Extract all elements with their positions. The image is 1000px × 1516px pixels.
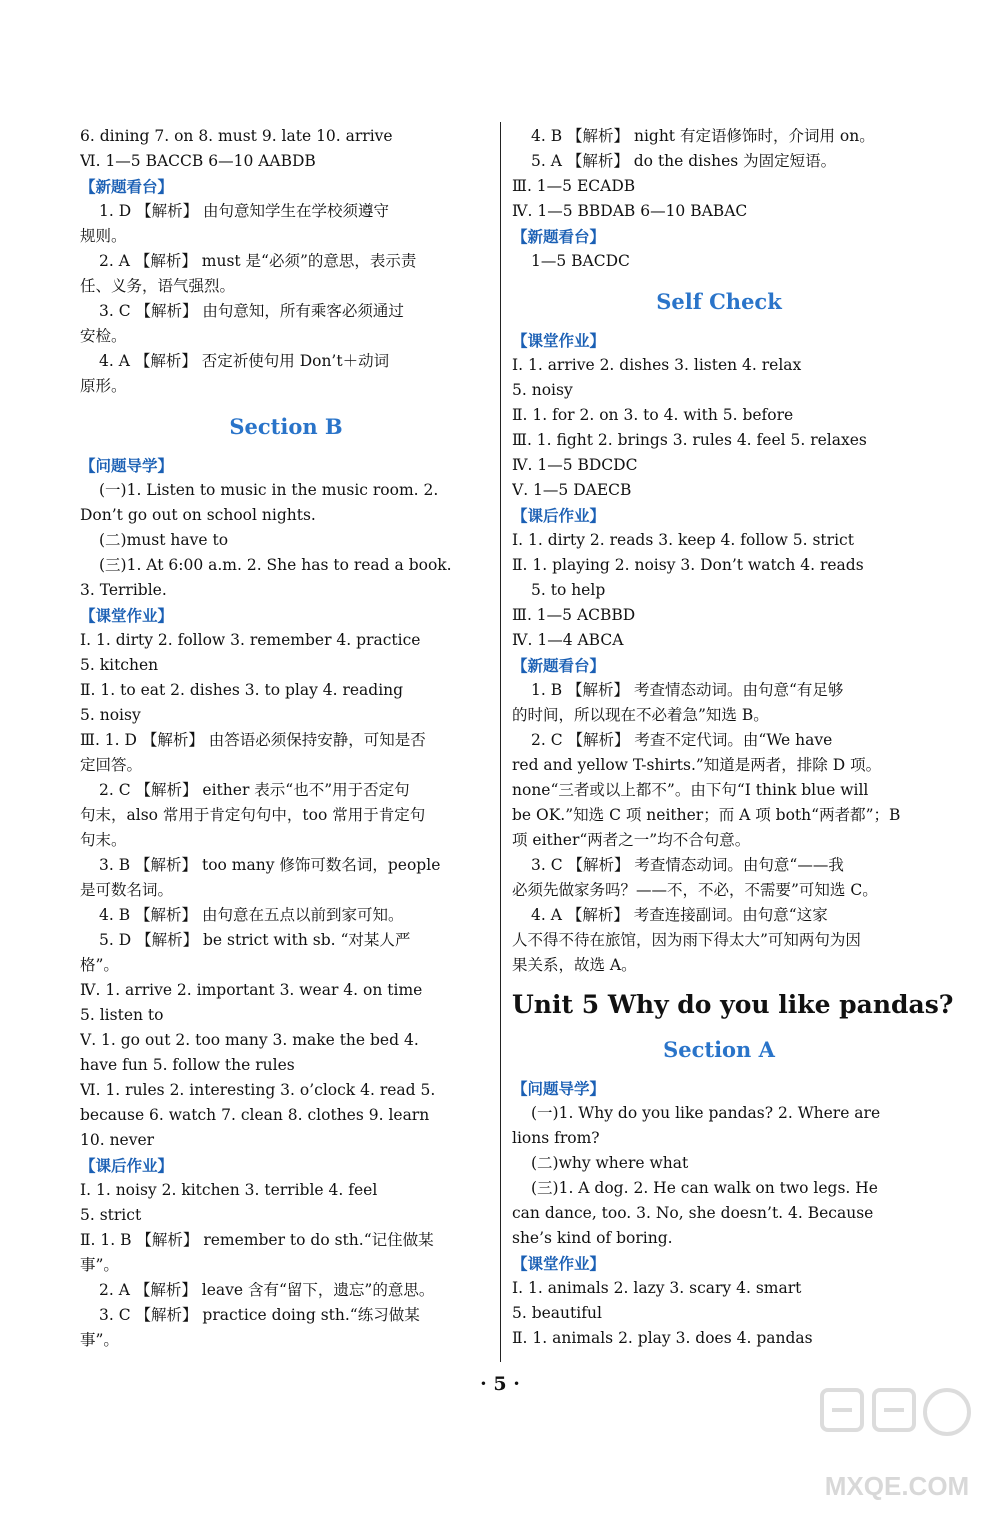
answer-line: Ⅴ. 1—5 DAECB <box>512 481 632 499</box>
answer-line: Ⅱ. 1. animals 2. play 3. does 4. pandas <box>512 1329 813 1347</box>
answer-line: Ⅰ. 1. animals 2. lazy 3. scary 4. smart <box>512 1279 802 1297</box>
answer-line: Ⅱ. 1. to eat 2. dishes 3. to play 4. reading <box>80 681 404 699</box>
answer-line: Ⅰ. 1. dirty 2. reads 3. keep 4. follow 5. strict <box>512 531 854 549</box>
section-tag: 【新题看台】 <box>512 227 606 246</box>
section-tag: 【课后作业】 <box>512 506 606 525</box>
section-heading: Self Check <box>656 289 782 314</box>
answer-line: 5. kitchen <box>80 656 159 674</box>
answer-line: (二)must have to <box>99 531 229 549</box>
section-tag: 【课堂作业】 <box>512 1254 606 1273</box>
answer-line: 4. B 【解析】 由句意在五点以前到家可知。 <box>99 906 404 924</box>
answer-line: 6. dining 7. on 8. must 9. late 10. arrive <box>80 127 393 145</box>
answer-line: 果关系，故选 A。 <box>512 956 637 974</box>
answer-line: 安检。 <box>80 327 127 345</box>
answer-line: Ⅲ. 1—5 ACBBD <box>512 606 636 624</box>
answer-line: 1—5 BACDC <box>531 252 630 270</box>
answer-line: 规则。 <box>80 227 127 245</box>
section-tag: 【课后作业】 <box>80 1156 174 1175</box>
left-column <box>80 124 492 1353</box>
answer-line: have fun 5. follow the rules <box>80 1056 295 1074</box>
answer-line: (二)why where what <box>531 1154 689 1172</box>
answer-line: Ⅲ. 1. fight 2. brings 3. rules 4. feel 5. relaxes <box>512 431 867 449</box>
answer-line: 3. B 【解析】 too many 修饰可数名词，people <box>99 856 441 874</box>
answer-line: 4. B 【解析】 night 有定语修饰时，介词用 on。 <box>531 127 875 145</box>
answer-line: Ⅱ. 1. B 【解析】 remember to do sth.“记住做某 <box>80 1231 434 1249</box>
answer-line: she’s kind of boring. <box>512 1229 673 1247</box>
answer-line: lions from? <box>512 1129 600 1147</box>
answer-line: Ⅰ. 1. dirty 2. follow 3. remember 4. practice <box>80 631 421 649</box>
answer-line: 原形。 <box>80 377 127 395</box>
answer-line: 事”。 <box>80 1331 119 1349</box>
answer-line: 4. A 【解析】 考查连接副词。由句意“这家 <box>531 906 828 924</box>
answer-line: Ⅳ. 1—4 ABCA <box>512 631 624 649</box>
answer-line: 2. C 【解析】 either 表示“也不”用于否定句 <box>99 781 410 799</box>
answer-line: can dance, too. 3. No, she doesn’t. 4. Because <box>512 1204 874 1222</box>
answer-line: 2. C 【解析】 考查不定代词。由“We have <box>531 731 833 749</box>
answer-line: Ⅳ. 1—5 BDCDC <box>512 456 638 474</box>
answer-line: 人不得不待在旅馆，因为雨下得太大”可知两句为因 <box>512 931 861 949</box>
answer-line: none“三者或以上都不”。由下句“I think blue will <box>512 781 869 799</box>
answer-line: 5. to help <box>531 581 606 599</box>
answer-line: (一)1. Why do you like pandas? 2. Where are <box>531 1104 881 1122</box>
answer-line: 1. B 【解析】 考查情态动词。由句意“有足够 <box>531 681 844 699</box>
answer-line: 3. C 【解析】 由句意知，所有乘客必须通过 <box>99 302 404 320</box>
answer-line: Ⅱ. 1. for 2. on 3. to 4. with 5. before <box>512 406 794 424</box>
answer-line: Ⅵ. 1—5 BACCB 6—10 AABDB <box>80 152 316 170</box>
section-heading: Section A <box>663 1037 775 1062</box>
answer-line: 句末，also 常用于肯定句句中，too 常用于肯定句 <box>80 806 426 824</box>
section-heading: Section B <box>229 414 343 439</box>
answer-line: 2. A 【解析】 must 是“必须”的意思，表示责 <box>99 252 417 270</box>
answer-line: 3. C 【解析】 practice doing sth.“练习做某 <box>99 1306 420 1324</box>
answer-line: (三)1. A dog. 2. He can walk on two legs. He <box>531 1179 878 1197</box>
answer-line: 5. beautiful <box>512 1304 602 1322</box>
answer-line: 1. D 【解析】 由句意知学生在学校须遵守 <box>99 202 389 220</box>
answer-line: 格”。 <box>80 956 119 974</box>
answer-line: 5. strict <box>80 1206 142 1224</box>
section-tag: 【课堂作业】 <box>80 606 174 625</box>
answer-line: red and yellow T-shirts.”知道是两者，排除 D 项。 <box>512 756 882 774</box>
answer-line: 任、义务，语气强烈。 <box>80 277 236 295</box>
answer-line: Ⅰ. 1. noisy 2. kitchen 3. terrible 4. feel <box>80 1181 378 1199</box>
answer-line: Ⅵ. 1. rules 2. interesting 3. o’clock 4. read 5. <box>80 1081 436 1099</box>
answer-line: 的时间，所以现在不必着急”知选 B。 <box>512 706 769 724</box>
section-tag: 【新题看台】 <box>512 656 606 675</box>
answer-line: 项 either“两者之一”均不合句意。 <box>512 831 751 849</box>
answer-line: 5. D 【解析】 be strict with sb. “对某人严 <box>99 931 411 949</box>
watermark-text: MXQE.COM <box>824 1471 970 1501</box>
answer-line: 4. A 【解析】 否定祈使句用 Don’t＋动词 <box>99 352 390 370</box>
answer-line: Ⅳ. 1. arrive 2. important 3. wear 4. on time <box>80 981 423 999</box>
answer-line: Don’t go out on school nights. <box>80 506 316 524</box>
answer-line: 3. Terrible. <box>80 581 167 599</box>
answer-line: 5. noisy <box>80 706 141 724</box>
answer-line: 5. listen to <box>80 1006 164 1024</box>
column-divider <box>500 122 501 1362</box>
answer-line: 3. C 【解析】 考查情态动词。由句意“——我 <box>531 856 844 874</box>
answer-line: 定回答。 <box>80 756 143 774</box>
answer-line: Ⅲ. 1—5 ECADB <box>512 177 636 195</box>
watermark-emblem-icon <box>812 1380 982 1480</box>
answer-line: 必须先做家务吗？——不，不必，不需要”可知选 C。 <box>512 881 878 899</box>
answer-line: 2. A 【解析】 leave 含有“留下，遗忘”的意思。 <box>99 1281 435 1299</box>
answer-line: 事”。 <box>80 1256 119 1274</box>
answer-line: (一)1. Listen to music in the music room. 2. <box>99 481 439 499</box>
section-tag: 【新题看台】 <box>80 177 174 196</box>
answer-line: 是可数名词。 <box>80 881 174 899</box>
answer-line: (三)1. At 6:00 a.m. 2. She has to read a book. <box>99 556 452 574</box>
section-tag: 【问题导学】 <box>80 456 174 475</box>
watermark-logo <box>812 1380 982 1510</box>
answer-line: because 6. watch 7. clean 8. clothes 9. learn <box>80 1106 430 1124</box>
answer-line: Ⅰ. 1. arrive 2. dishes 3. listen 4. relax <box>512 356 802 374</box>
answer-line: be OK.”知选 C 项 neither；而 A 项 both“两者都”；B <box>512 806 901 824</box>
answer-line: 5. noisy <box>512 381 573 399</box>
section-tag: 【课堂作业】 <box>512 331 606 350</box>
answer-line: 10. never <box>80 1131 155 1149</box>
section-tag: 【问题导学】 <box>512 1079 606 1098</box>
answer-line: Ⅲ. 1. D 【解析】 由答语必须保持安静，可知是否 <box>80 731 426 749</box>
right-column <box>512 124 954 1351</box>
answer-line: 句末。 <box>80 831 127 849</box>
unit-title: Unit 5 Why do you like pandas? <box>512 990 954 1019</box>
answer-line: Ⅴ. 1. go out 2. too many 3. make the bed 4. <box>80 1031 419 1049</box>
answer-line: Ⅳ. 1—5 BBDAB 6—10 BABAC <box>512 202 748 220</box>
answer-line: 5. A 【解析】 do the dishes 为固定短语。 <box>531 152 837 170</box>
answer-line: Ⅱ. 1. playing 2. noisy 3. Don’t watch 4. reads <box>512 556 864 574</box>
page-number: · 5 · <box>480 1373 520 1395</box>
